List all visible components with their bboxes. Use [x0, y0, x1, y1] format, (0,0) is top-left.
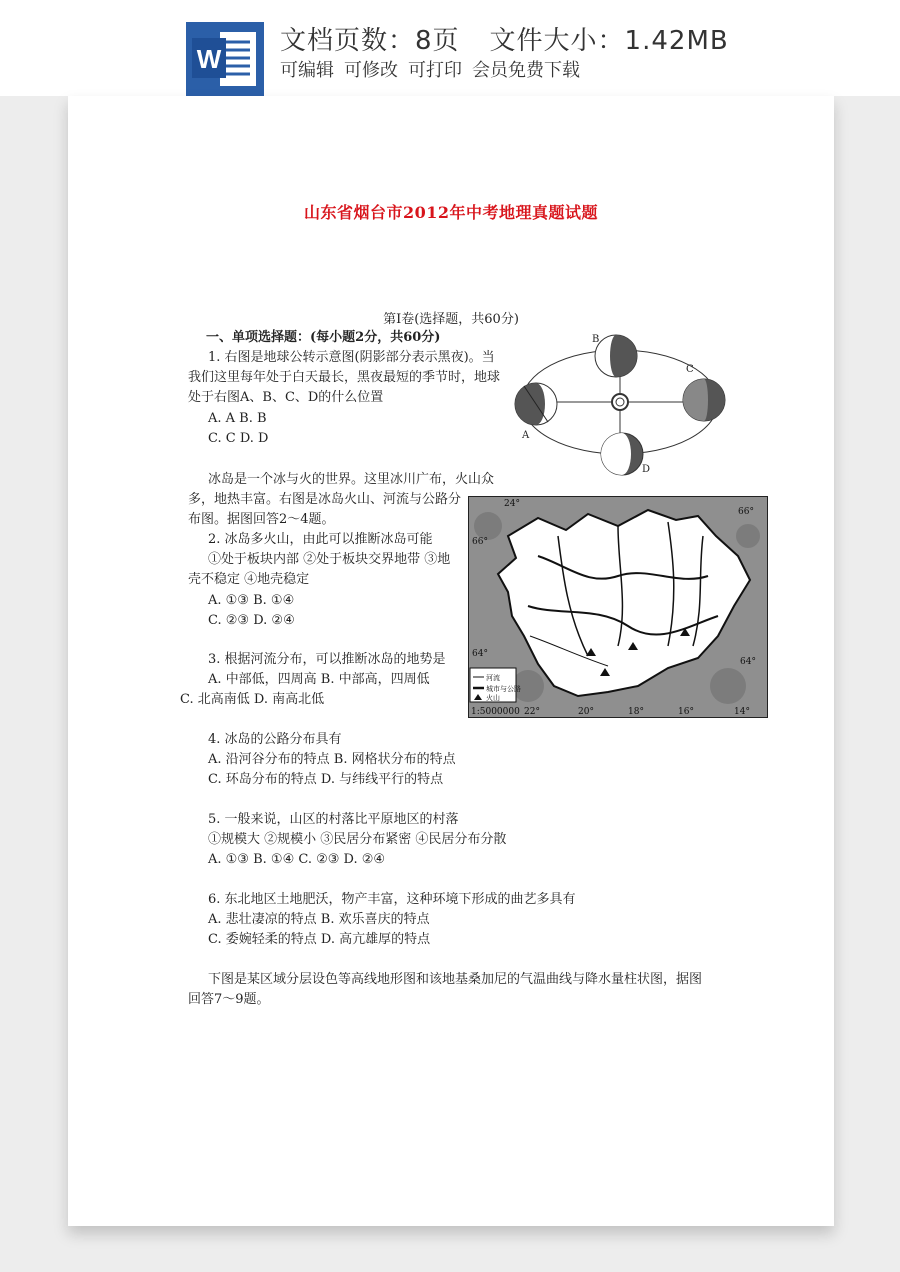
q3-options-1: A. 中部低，四周高 B. 中部高，四周低	[208, 672, 430, 687]
svg-text:D: D	[642, 464, 651, 475]
svg-text:B: B	[592, 334, 600, 345]
svg-text:20°: 20°	[578, 707, 594, 717]
file-size: 文件大小：1.42MB	[489, 26, 729, 56]
q6-options-2: C. 委婉轻柔的特点 D. 高亢雄厚的特点	[208, 932, 431, 947]
q1-options-1: A. A B. B	[208, 411, 267, 426]
document-page	[68, 96, 834, 1226]
q1-line-2: 我们这里每年处于白天最长，黑夜最短的季节时，地球	[188, 370, 501, 385]
q2-options-2: C. ②③ D. ②④	[208, 613, 295, 628]
feature-printable: 可打印	[408, 60, 462, 81]
closing-line-2: 回答7～9题。	[188, 992, 270, 1007]
feature-list	[280, 56, 590, 82]
svg-text:22°: 22°	[524, 707, 540, 717]
doc-stats	[280, 20, 729, 57]
svg-text:66°: 66°	[472, 537, 488, 547]
q4-line: 4. 冰岛的公路分布具有	[208, 732, 342, 747]
iceland-intro-2: 多，地热丰富。右图是冰岛火山、河流与公路分	[188, 492, 462, 507]
part-heading: 一、单项选择题：(每小题2分，共60分)	[206, 330, 441, 345]
q2-line-1: 2. 冰岛多火山，由此可以推断冰岛可能	[208, 532, 433, 547]
svg-text:18°: 18°	[628, 707, 644, 717]
feature-editable: 可编辑	[280, 60, 334, 81]
q1-options-2: C. C D. D	[208, 431, 269, 446]
page-count: 文档页数：8页	[280, 26, 460, 56]
svg-text:C: C	[686, 364, 694, 375]
q5-line: 5. 一般来说，山区的村落比平原地区的村落	[208, 812, 459, 827]
q4-options-1: A. 沿河谷分布的特点 B. 网格状分布的特点	[208, 752, 456, 767]
q6-options-1: A. 悲壮凄凉的特点 B. 欢乐喜庆的特点	[208, 912, 430, 927]
svg-text:14°: 14°	[734, 707, 750, 717]
section-heading: 第Ⅰ卷(选择题，共60分)	[383, 312, 519, 327]
q2-options-1: A. ①③ B. ①④	[208, 593, 295, 608]
q3-line: 3. 根据河流分布，可以推断冰岛的地势是	[208, 652, 446, 667]
word-document-icon	[186, 22, 264, 96]
q2-line-2: ①处于板块内部 ②处于板块交界地带 ③地	[208, 552, 451, 567]
q3-options-2: C. 北高南低 D. 南高北低	[180, 692, 325, 707]
iceland-map	[468, 496, 768, 718]
q5-statements: ①规模大 ②规模小 ③民居分布紧密 ④民居分布分散	[208, 832, 507, 847]
q5-options: A. ①③ B. ①④ C. ②③ D. ②④	[208, 852, 386, 867]
svg-text:W: W	[196, 44, 222, 74]
svg-text:64°: 64°	[740, 657, 756, 667]
svg-text:64°: 64°	[472, 649, 488, 659]
q4-options-2: C. 环岛分布的特点 D. 与纬线平行的特点	[208, 772, 444, 787]
q2-line-3: 壳不稳定 ④地壳稳定	[188, 572, 310, 587]
svg-text:A: A	[522, 430, 530, 441]
closing-line-1: 下图是某区域分层设色等高线地形图和该地基桑加尼的气温曲线与降水量柱状图，据图	[208, 972, 703, 987]
q1-line-1: 1. 右图是地球公转示意图(阴影部分表示黑夜)。当	[208, 350, 495, 365]
svg-text:24°: 24°	[504, 499, 520, 509]
svg-text:66°: 66°	[738, 507, 754, 517]
iceland-intro-1: 冰岛是一个冰与火的世界。这里冰川广布，火山众	[208, 472, 495, 487]
document-title: 山东省烟台市2012年中考地理真题试题	[303, 203, 599, 222]
svg-text:16°: 16°	[678, 707, 694, 717]
q6-line: 6. 东北地区土地肥沃，物产丰富，这种环境下形成的曲艺多具有	[208, 892, 576, 907]
svg-text:火山: 火山	[486, 694, 500, 702]
feature-member-download: 会员免费下载	[472, 60, 580, 81]
iceland-intro-3: 布图。据图回答2～4题。	[188, 512, 335, 527]
svg-text:1:5000000: 1:5000000	[471, 707, 520, 717]
header-banner	[0, 0, 900, 96]
earth-orbit-diagram	[512, 328, 732, 478]
feature-modifiable: 可修改	[344, 60, 398, 81]
svg-text:河流: 河流	[486, 674, 500, 682]
svg-text:城市与公路: 城市与公路	[486, 685, 521, 693]
q1-line-3: 处于右图A、B、C、D的什么位置	[188, 390, 384, 405]
